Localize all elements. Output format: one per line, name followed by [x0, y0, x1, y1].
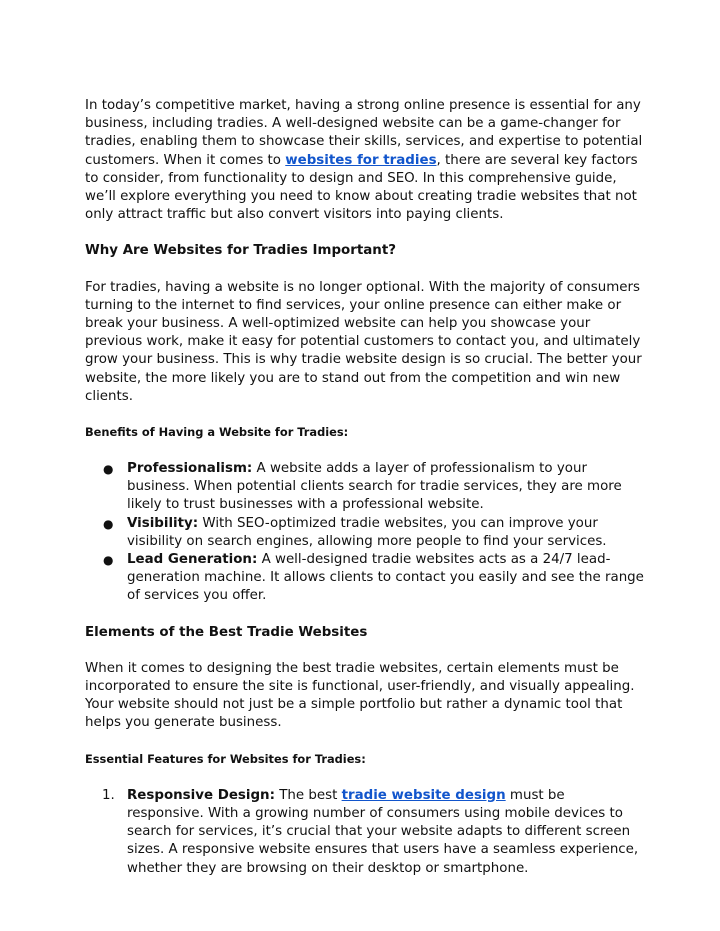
bullet-icon: ●	[103, 462, 114, 477]
benefit-title: Lead Generation:	[127, 552, 258, 568]
feature-item-responsive-design	[85, 787, 645, 878]
bullet-icon: ●	[103, 516, 114, 531]
section-heading-why-websites: Why Are Websites for Tradies Important?	[85, 243, 396, 259]
intro-text-start: In today’s competitive market, having a strong online presence is essential for any business, including tradies. A well-designed website can be a game-changer for tradies, enabling them to showcase their skills, services, and expertise to potential customers. When it comes to	[85, 98, 643, 168]
feature-text-end: must be responsive. With a growing number of consumers using mobile devices to search for services, it’s crucial that your website adapts to different screen sizes. A responsive website ensures that users have a seamless experience, whether they are browsing on their desktop or smartphone.	[127, 787, 639, 876]
intro-text-end: , there are several key factors to consider, from functionality to design and SEO. In this comprehensive guide, we’ll explore everything you need to know about creating tradie websites that not only attract traffic but also convert visitors into paying clients.	[85, 152, 638, 223]
why-websites-paragraph: For tradies, having a website is no longer optional. With the majority of consumers turning to the internet to find services, your online presence can either make or break your business. A well-optimized website can help you showcase your previous work, make it easy for potential customers to contact you, and ultimately grow your business. This is why tradie website design is so crucial. The better your website, the more likely you are to stand out from the competition and win new clients.	[85, 279, 642, 404]
features-list	[85, 787, 645, 878]
list-number: 1.	[102, 787, 115, 803]
tradie-website-design-link[interactable]: tradie website design	[341, 787, 506, 803]
benefit-item-professionalism	[85, 460, 645, 515]
benefit-text: With SEO-optimized tradie websites, you can improve your visibility on search engines, allowing more people to find your services.	[127, 515, 607, 549]
feature-title: Responsive Design:	[127, 787, 275, 803]
benefit-text: A website adds a layer of professionalism to your business. When potential clients search for tradie services, they are more likely to trust businesses with a professional website.	[127, 461, 622, 513]
websites-for-tradies-link[interactable]: websites for tradies	[285, 152, 437, 168]
benefit-item-visibility	[85, 515, 645, 551]
elements-paragraph: When it comes to designing the best tradie websites, certain elements must be incorporated to ensure the site is functional, user-friendly, and visually appealing. Your website should not just be a simple portfolio but rather a dynamic tool that helps you generate business.	[85, 660, 635, 731]
document-page	[85, 97, 645, 878]
feature-text-start: The best	[274, 787, 342, 803]
bullet-icon: ●	[103, 553, 114, 568]
benefits-list	[85, 460, 645, 606]
benefit-text: A well-designed tradie websites acts as a 24/7 lead-generation machine. It allows clients to contact you easily and see the range of services you offer.	[127, 552, 644, 604]
benefit-item-lead-generation	[85, 551, 645, 606]
benefit-title: Visibility:	[127, 515, 199, 531]
benefit-title: Professionalism:	[127, 461, 253, 477]
section-heading-elements: Elements of the Best Tradie Websites	[85, 624, 368, 640]
subheading-essential-features: Essential Features for Websites for Tradies:	[85, 751, 366, 766]
intro-paragraph	[85, 97, 645, 224]
subheading-benefits: Benefits of Having a Website for Tradies:	[85, 425, 349, 440]
